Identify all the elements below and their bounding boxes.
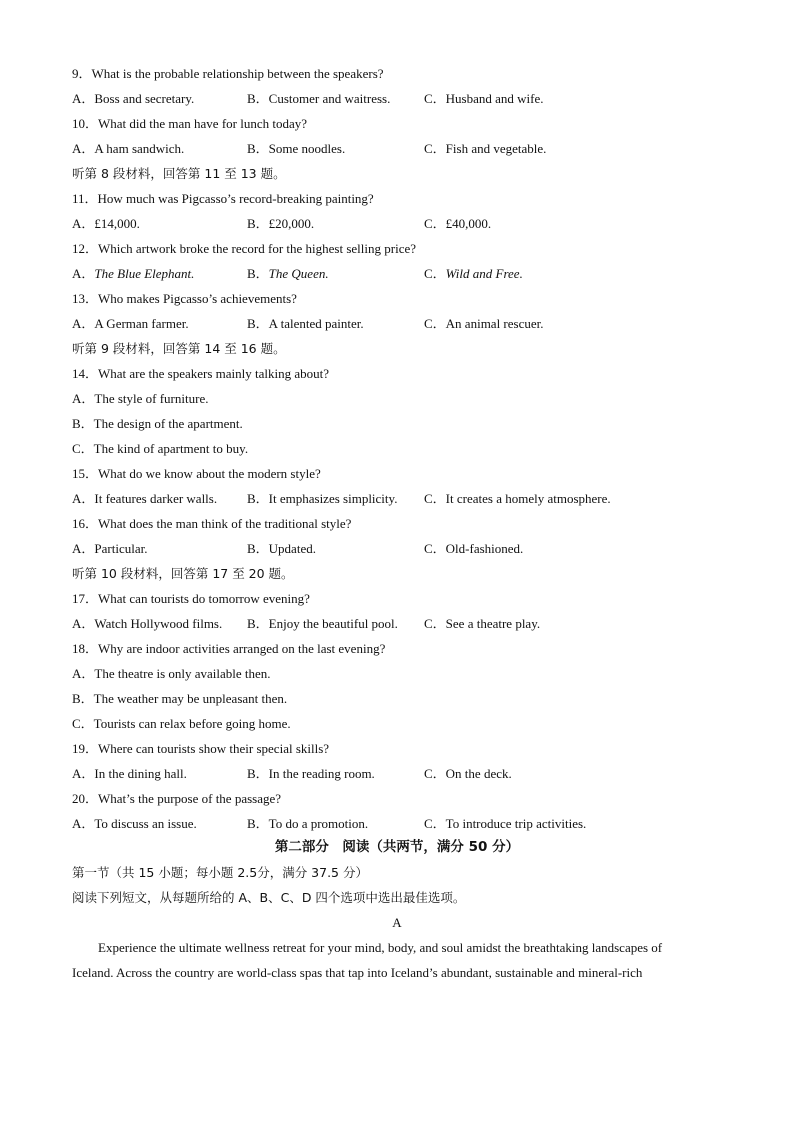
question-9-option-c: C．Husband and wife. <box>424 91 544 106</box>
question-15-option-b: B．It emphasizes simplicity. <box>247 491 398 506</box>
question-19-stem: 19．Where can tourists show their special skills? <box>72 741 330 756</box>
question-19-option-b: B．In the reading room. <box>247 766 375 781</box>
instruction-material-10: 听第 10 段材料，回答第 17 至 20 题。 <box>72 566 294 581</box>
question-17-stem: 17．What can tourists do tomorrow evening? <box>72 591 310 606</box>
question-14-stem: 14．What are the speakers mainly talking about? <box>72 366 330 381</box>
question-11-option-b: B．£20,000. <box>247 216 315 231</box>
option-prefix: B． <box>247 266 269 281</box>
question-12-stem: 12．Which artwork broke the record for the highest selling price? <box>72 241 417 256</box>
passage-label: A <box>392 915 402 930</box>
question-9-stem: 9．What is the probable relationship between the speakers? <box>72 66 384 81</box>
question-16-option-a: A．Particular. <box>72 541 148 556</box>
question-20-stem: 20．What’s the purpose of the passage? <box>72 791 282 806</box>
question-10-option-b: B．Some noodles. <box>247 141 346 156</box>
question-11-option-c: C．£40,000. <box>424 216 492 231</box>
question-9-option-b: B．Customer and waitress. <box>247 91 391 106</box>
question-17-option-a: A．Watch Hollywood films. <box>72 616 223 631</box>
section-1-instruction: 第一节（共 15 小题；每小题 2.5分，满分 37.5 分） <box>72 865 368 880</box>
question-15-option-a: A．It features darker walls. <box>72 491 218 506</box>
question-10-option-c: C．Fish and vegetable. <box>424 141 547 156</box>
question-12-option-b <box>247 266 329 282</box>
question-20-option-b: B．To do a promotion. <box>247 816 369 831</box>
question-13-stem: 13．Who makes Pigcasso’s achievements? <box>72 291 297 306</box>
question-20-option-c: C．To introduce trip activities. <box>424 816 587 831</box>
question-16-option-b: B．Updated. <box>247 541 316 556</box>
question-13-option-c: C．An animal rescuer. <box>424 316 544 331</box>
question-15-stem: 15．What do we know about the modern style? <box>72 466 321 481</box>
part-2-heading: 第二部分 阅读（共两节，满分 50 分） <box>274 839 520 855</box>
instruction-material-8: 听第 8 段材料，回答第 11 至 13 题。 <box>72 166 286 181</box>
question-19-option-c: C．On the deck. <box>424 766 512 781</box>
option-title: Wild and Free. <box>445 266 523 281</box>
question-16-stem: 16．What does the man think of the traditional style? <box>72 516 352 531</box>
question-10-option-a: A．A ham sandwich. <box>72 141 185 156</box>
instruction-material-9: 听第 9 段材料，回答第 14 至 16 题。 <box>72 341 286 356</box>
question-11-stem: 11．How much was Pigcasso’s record-breaking painting? <box>72 191 374 206</box>
question-13-option-b: B．A talented painter. <box>247 316 364 331</box>
passage-text-line-1: Experience the ultimate wellness retreat for your mind, body, and soul amidst the breathtaking landscapes of <box>98 940 663 955</box>
question-18-stem: 18．Why are indoor activities arranged on the last evening? <box>72 641 386 656</box>
question-11-option-a: A．£14,000. <box>72 216 140 231</box>
option-prefix: C． <box>424 266 446 281</box>
option-prefix: A． <box>72 266 95 281</box>
question-12-option-a <box>72 266 194 282</box>
question-14-option-a: A．The style of furniture. <box>72 391 209 406</box>
reading-instruction: 阅读下列短文，从每题所给的 A、B、C、D 四个选项中选出最佳选项。 <box>72 890 466 905</box>
question-18-option-c: C．Tourists can relax before going home. <box>72 716 291 731</box>
question-12-option-c <box>424 266 523 282</box>
question-14-option-b: B．The design of the apartment. <box>72 416 243 431</box>
question-20-option-a: A．To discuss an issue. <box>72 816 197 831</box>
question-10-stem: 10．What did the man have for lunch today? <box>72 116 308 131</box>
question-17-option-c: C．See a theatre play. <box>424 616 541 631</box>
question-17-option-b: B．Enjoy the beautiful pool. <box>247 616 398 631</box>
question-16-option-c: C．Old-fashioned. <box>424 541 524 556</box>
question-15-option-c: C．It creates a homely atmosphere. <box>424 491 611 506</box>
option-title: The Blue Elephant. <box>94 266 195 281</box>
question-13-option-a: A．A German farmer. <box>72 316 189 331</box>
option-title: The Queen. <box>268 266 329 281</box>
question-14-option-c: C．The kind of apartment to buy. <box>72 441 249 456</box>
passage-text-line-2: Iceland. Across the country are world-class spas that tap into Iceland’s abundant, sustainable and mineral-rich <box>72 965 643 980</box>
question-18-option-a: A．The theatre is only available then. <box>72 666 271 681</box>
question-18-option-b: B．The weather may be unpleasant then. <box>72 691 288 706</box>
question-9-option-a: A．Boss and secretary. <box>72 91 195 106</box>
question-19-option-a: A．In the dining hall. <box>72 766 187 781</box>
